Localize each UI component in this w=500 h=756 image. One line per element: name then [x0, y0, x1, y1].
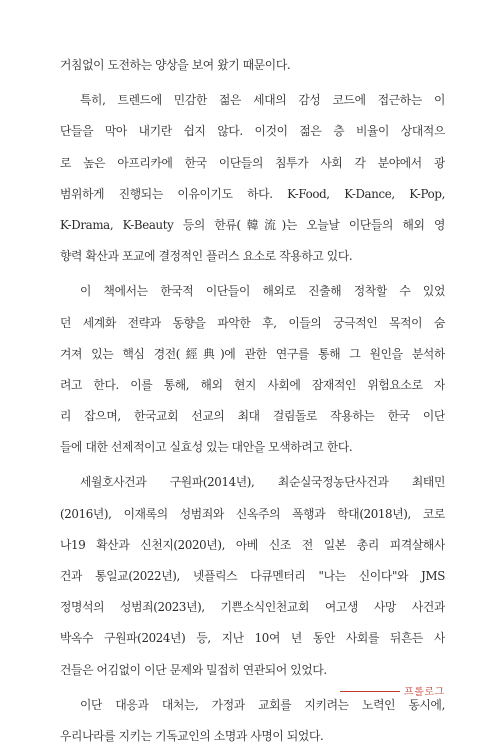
text-line: 범위하게 진행되는 이유이기도 하다. K-Food, K-Dance, K-Pop,	[60, 186, 445, 201]
text-line: 거침없이 도전하는 양상을 보여 왔기 때문이다.	[60, 58, 291, 72]
paragraph-2	[60, 85, 445, 272]
paragraph-5	[60, 690, 445, 752]
text-line: 특히, 트렌드에 민감한 젊은 세대의 감성 코드에 접근하는 이	[80, 93, 445, 108]
page-body	[60, 50, 445, 756]
text-line: 박옥수 구원파(2024년) 등, 지난 10여 년 동안 사회를 뒤흔든 사	[60, 631, 445, 646]
paragraph-3	[60, 276, 445, 463]
text-line: 이단 대응과 대처는, 가정과 교회를 지키려는 노력인 동시에,	[80, 697, 445, 712]
footer-divider	[340, 691, 400, 692]
text-line: 리 잡으며, 한국교회 선교의 최대 걸림돌로 작용하는 한국 이단	[60, 409, 445, 424]
text-line: 던 세계화 전략과 동향을 파악한 후, 이들의 궁극적인 목적이 숨	[60, 315, 445, 330]
text-line: 세월호사건과 구원파(2014년), 최순실국정농단사건과 최태민	[80, 475, 445, 490]
text-line: 정명석의 성범죄(2023년), 기쁜소식인천교회 여고생 사망 사건과	[60, 600, 445, 615]
paragraph-1	[60, 50, 445, 81]
running-footer-section-label: 프롤로그	[404, 687, 445, 698]
text-line: 건들은 어김없이 이단 문제와 밀접히 연관되어 있었다.	[60, 662, 327, 677]
text-line: 겨져 있는 핵심 경전(經典)에 관한 연구를 통해 그 원인을 분석하	[60, 346, 445, 361]
text-line: 나19 확산과 신천지(2020년), 아베 신조 전 일본 총리 피격살해사	[60, 537, 445, 552]
text-line: 우리나라를 지키는 기독교인의 소명과 사명이 되었다.	[60, 728, 324, 743]
text-line: 이 책에서는 한국적 이단들이 해외로 진출해 정착할 수 있었	[80, 284, 445, 299]
text-line: 단들을 막아 내기란 쉽지 않다. 이것이 젊은 층 비율이 상대적으	[60, 124, 445, 139]
text-line: 향력 확산과 포교에 결정적인 플러스 요소로 작용하고 있다.	[60, 249, 353, 264]
text-line: 들에 대한 선제적이고 실효성 있는 대안을 모색하려고 한다.	[60, 440, 353, 455]
text-line: K-Drama, K-Beauty 등의 한류(韓流)는 오늘날 이단들의 해외 영	[60, 217, 445, 232]
text-line: 건과 통일교(2022년), 넷플릭스 다큐멘터리 "나는 신이다"와 JMS	[60, 569, 445, 583]
text-line: 려고 한다. 이를 통해, 해외 현지 사회에 잠재적인 위험요소로 자	[60, 377, 445, 392]
paragraph-4	[60, 467, 445, 685]
text-line: 로 높은 아프리카에 한국 이단들의 침투가 사회 각 분야에서 광	[60, 155, 445, 170]
text-line: (2016년), 이재록의 성범죄와 신옥주의 폭행과 학대(2018년), 코로	[60, 506, 445, 521]
